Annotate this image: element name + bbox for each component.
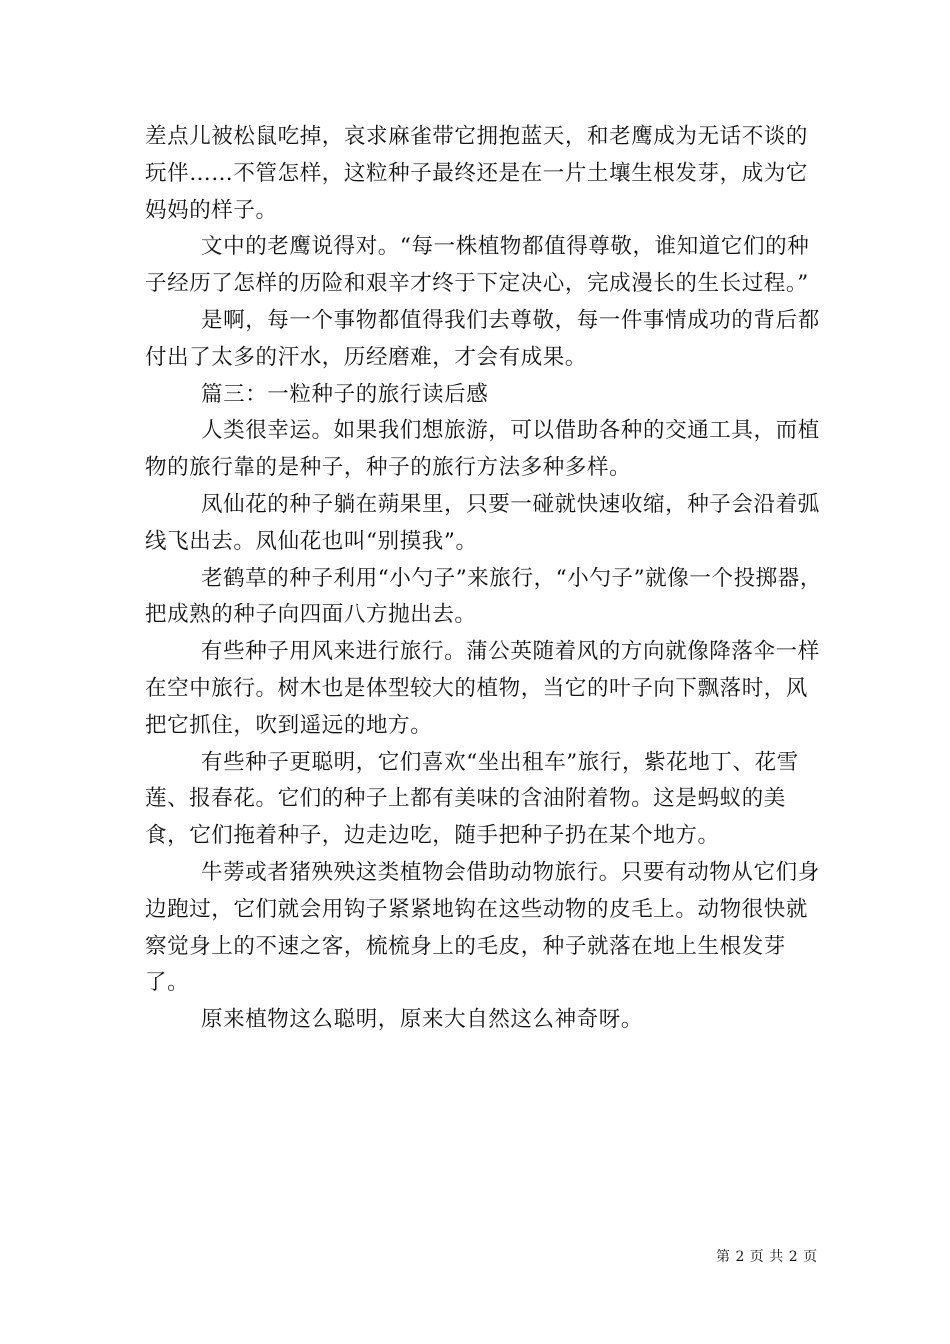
paragraph-11: 原来植物这么聪明，原来大自然这么神奇呀。 <box>201 1007 644 1033</box>
paragraph-1: 差点儿被松鼠吃掉，哀求麻雀带它拥抱蓝天，和老鹰成为无话不谈的玩伴……不管怎样，这粒种子最终还是在一片土壤生根发芽，成为它妈妈的样子。 <box>145 124 809 223</box>
paragraph-10: 牛蒡或者猪殃殃这类植物会借助动物旅行。只要有动物从它们身边跑过，它们就会用钩子紧紧地钩在这些动物的皮毛上。动物很快就察觉身上的不速之客，梳梳身上的毛皮，种子就落在地上生根发芽了。 <box>145 859 820 996</box>
paragraph-7: 老鹤草的种子利用“小勺子”来旅行，“小勺子”就像一个投掷器，把成熟的种子向四面八方抛出去。 <box>145 565 822 628</box>
paragraph-5: 人类很幸运。如果我们想旅游，可以借助各种的交通工具，而植物的旅行靠的是种子，种子的旅行方法多种多样。 <box>145 418 820 481</box>
section-heading: 篇三：一粒种子的旅行读后感 <box>201 381 489 407</box>
paragraph-2: 文中的老鹰说得对。“每一株植物都值得尊敬，谁知道它们的种子经历了怎样的历险和艰辛才终于下定决心，完成漫长的生长过程。” <box>145 234 810 297</box>
paragraph-3: 是啊，每一个事物都值得我们去尊敬，每一件事情成功的背后都付出了太多的汗水，历经磨难，才会有成果。 <box>145 307 820 370</box>
paragraph-8: 有些种子用风来进行旅行。蒲公英随着风的方向就像降落伞一样在空中旅行。树木也是体型较大的植物，当它的叶子向下飘落时，风把它抓住，吹到遥远的地方。 <box>145 639 820 738</box>
paragraph-6: 凤仙花的种子躺在蒴果里，只要一碰就快速收缩，种子会沿着弧线飞出去。凤仙花也叫“别摸我”。 <box>145 491 820 554</box>
page-number-footer: 第 2 页 共 2 页 <box>716 1249 818 1265</box>
document-body <box>145 119 825 1039</box>
paragraph-9: 有些种子更聪明，它们喜欢“坐出租车”旅行，紫花地丁、花雪莲、报春花。它们的种子上都有美味的含油附着物。这是蚂蚁的美食，它们拖着种子，边走边吃，随手把种子扔在某个地方。 <box>145 749 799 849</box>
